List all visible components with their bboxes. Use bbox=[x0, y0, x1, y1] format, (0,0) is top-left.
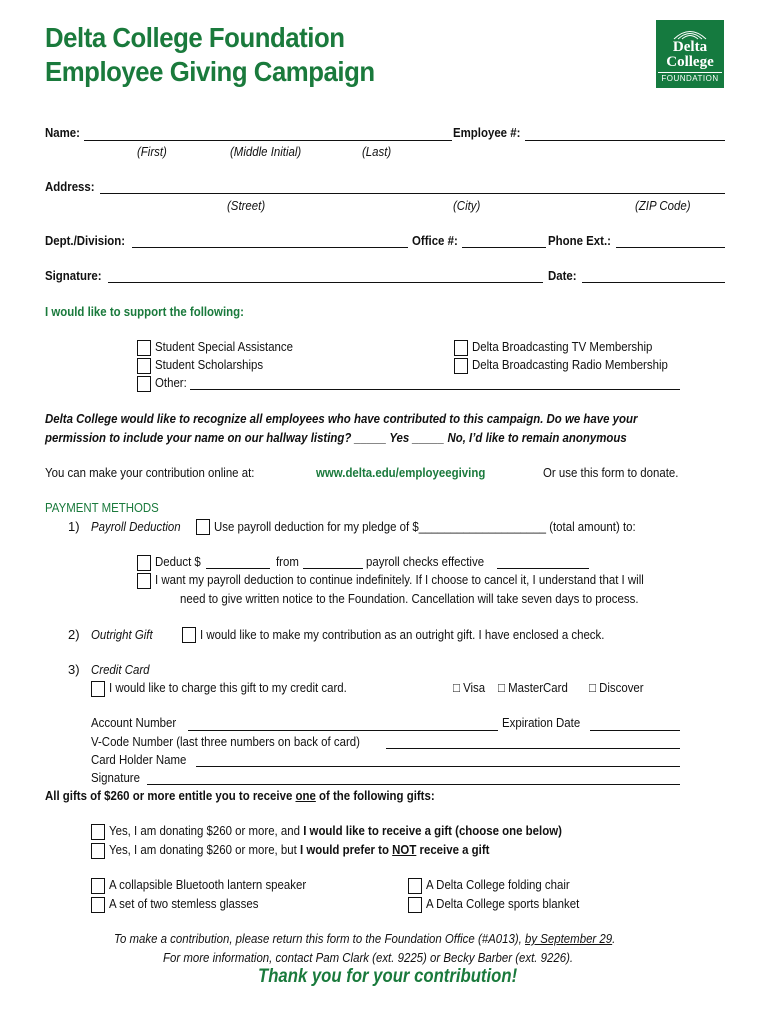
account-number-label: Account Number bbox=[91, 715, 177, 730]
deduct-amount-field[interactable] bbox=[206, 568, 270, 569]
name-label: Name: bbox=[45, 125, 80, 140]
credit-card-label: Credit Card bbox=[91, 662, 150, 677]
date-label: Date: bbox=[548, 268, 577, 283]
footer-return-text: To make a contribution, please return this form to the Foundation Office (#A013), by September 29. bbox=[114, 931, 616, 946]
office-field[interactable] bbox=[462, 247, 546, 248]
credit-card-text: I would like to charge this gift to my credit card. bbox=[109, 680, 347, 695]
recognition-text-line1: Delta College would like to recognize all employees who have contributed to this campaign. Do we have your bbox=[45, 411, 638, 426]
gift-item-label: A collapsible Bluetooth lantern speaker bbox=[109, 877, 307, 892]
logo-arc-icon bbox=[672, 26, 708, 40]
logo-text-college: College bbox=[666, 54, 714, 70]
card-signature-field[interactable] bbox=[147, 784, 680, 785]
recognition-text-line2: permission to include your name on our hallway listing? _____ Yes _____ No, I’d like to remain anonymous bbox=[45, 430, 627, 445]
support-heading: I would like to support the following: bbox=[45, 304, 244, 319]
no-gift-text: Yes, I am donating $260 or more, but I would prefer to NOT receive a gift bbox=[109, 842, 490, 857]
deduct-label-c: payroll checks effective bbox=[366, 554, 485, 569]
continue-indefinitely-checkbox[interactable] bbox=[137, 573, 151, 589]
mastercard-option[interactable]: □ MasterCard bbox=[498, 680, 568, 695]
thank-you-text: Thank you for your contribution! bbox=[258, 966, 518, 987]
discover-option[interactable]: □ Discover bbox=[589, 680, 644, 695]
payroll-deduction-label: Payroll Deduction bbox=[91, 519, 181, 534]
folding-chair-checkbox[interactable] bbox=[408, 878, 422, 894]
card-signature-label: Signature bbox=[91, 770, 140, 785]
gift-item-label: A Delta College folding chair bbox=[426, 877, 570, 892]
phone-ext-field[interactable] bbox=[616, 247, 725, 248]
address-field[interactable] bbox=[100, 193, 725, 194]
indefinite-text-line2: need to give written notice to the Foundation. Cancellation will take seven days to process. bbox=[180, 591, 639, 606]
expiration-date-label: Expiration Date bbox=[502, 715, 581, 730]
deduct-label-a: Deduct $ bbox=[155, 554, 201, 569]
expiration-date-field[interactable] bbox=[590, 730, 680, 731]
signature-label: Signature: bbox=[45, 268, 102, 283]
receive-gift-checkbox[interactable] bbox=[91, 824, 105, 840]
dept-field[interactable] bbox=[132, 247, 408, 248]
logo-text-delta: Delta bbox=[672, 39, 708, 55]
employee-giving-link[interactable]: www.delta.edu/employeegiving bbox=[316, 465, 486, 480]
online-text: You can make your contribution online at: bbox=[45, 465, 255, 480]
outright-gift-label: Outright Gift bbox=[91, 627, 153, 642]
outright-gift-text: I would like to make my contribution as an outright gift. I have enclosed a check. bbox=[200, 627, 605, 642]
gifts-heading: All gifts of $260 or more entitle you to receive one of the following gifts: bbox=[45, 788, 435, 803]
sports-blanket-checkbox[interactable] bbox=[408, 897, 422, 913]
delta-college-foundation-logo bbox=[656, 20, 724, 88]
address-street-caption: (Street) bbox=[227, 198, 266, 213]
name-last-caption: (Last) bbox=[362, 144, 392, 159]
visa-option[interactable]: □ Visa bbox=[453, 680, 486, 695]
logo-text-foundation: FOUNDATION bbox=[658, 72, 722, 83]
card-holder-label: Card Holder Name bbox=[91, 752, 187, 767]
outright-gift-checkbox[interactable] bbox=[182, 627, 196, 643]
student-scholarships-checkbox[interactable] bbox=[137, 358, 151, 374]
student-special-assistance-checkbox[interactable] bbox=[137, 340, 151, 356]
vcode-field[interactable] bbox=[386, 748, 680, 749]
online-alt-text: Or use this form to donate. bbox=[543, 465, 679, 480]
stemless-glasses-checkbox[interactable] bbox=[91, 897, 105, 913]
account-number-field[interactable] bbox=[188, 730, 498, 731]
payment-methods-heading: PAYMENT METHODS bbox=[45, 500, 159, 515]
receive-gift-text: Yes, I am donating $260 or more, and I would like to receive a gift (choose one below) bbox=[109, 823, 562, 838]
address-city-caption: (City) bbox=[453, 198, 481, 213]
support-option-label: Student Special Assistance bbox=[155, 339, 294, 354]
support-option-label: Other: bbox=[155, 375, 187, 390]
deduct-effective-field[interactable] bbox=[497, 568, 589, 569]
no-gift-checkbox[interactable] bbox=[91, 843, 105, 859]
vcode-label: V-Code Number (last three numbers on back of card) bbox=[91, 734, 360, 749]
form-title-line2: Employee Giving Campaign bbox=[45, 56, 375, 87]
payroll-number: 1) bbox=[68, 519, 80, 534]
date-field[interactable] bbox=[582, 282, 725, 283]
gift-item-label: A set of two stemless glasses bbox=[109, 896, 259, 911]
support-option-label: Delta Broadcasting TV Membership bbox=[472, 339, 653, 354]
support-option-label: Student Scholarships bbox=[155, 357, 264, 372]
outright-number: 2) bbox=[68, 627, 80, 642]
name-middle-caption: (Middle Initial) bbox=[230, 144, 302, 159]
credit-number: 3) bbox=[68, 662, 80, 677]
footer-contact-text: For more information, contact Pam Clark (ext. 9225) or Becky Barber (ext. 9226). bbox=[163, 950, 574, 965]
form-title-line1: Delta College Foundation bbox=[45, 22, 345, 53]
deduct-amount-checkbox[interactable] bbox=[137, 555, 151, 571]
address-zip-caption: (ZIP Code) bbox=[635, 198, 691, 213]
lantern-speaker-checkbox[interactable] bbox=[91, 878, 105, 894]
phone-ext-label: Phone Ext.: bbox=[548, 233, 611, 248]
indefinite-text-line1: I want my payroll deduction to continue indefinitely. If I choose to cancel it, I understand that I will bbox=[155, 572, 644, 587]
gift-item-label: A Delta College sports blanket bbox=[426, 896, 580, 911]
office-label: Office #: bbox=[412, 233, 458, 248]
signature-field[interactable] bbox=[108, 282, 543, 283]
name-first-caption: (First) bbox=[137, 144, 167, 159]
support-option-label: Delta Broadcasting Radio Membership bbox=[472, 357, 668, 372]
payroll-deduction-checkbox[interactable] bbox=[196, 519, 210, 535]
other-field[interactable] bbox=[190, 389, 680, 390]
credit-card-checkbox[interactable] bbox=[91, 681, 105, 697]
dept-label: Dept./Division: bbox=[45, 233, 126, 248]
radio-membership-checkbox[interactable] bbox=[454, 358, 468, 374]
name-field[interactable] bbox=[84, 140, 452, 141]
card-holder-field[interactable] bbox=[196, 766, 680, 767]
employee-number-label: Employee #: bbox=[453, 125, 521, 140]
deduct-count-field[interactable] bbox=[303, 568, 363, 569]
employee-number-field[interactable] bbox=[525, 140, 725, 141]
address-label: Address: bbox=[45, 179, 95, 194]
other-checkbox[interactable] bbox=[137, 376, 151, 392]
deduct-label-b: from bbox=[276, 554, 299, 569]
payroll-deduction-text: Use payroll deduction for my pledge of $____________________ (total amount) to: bbox=[214, 519, 636, 534]
tv-membership-checkbox[interactable] bbox=[454, 340, 468, 356]
